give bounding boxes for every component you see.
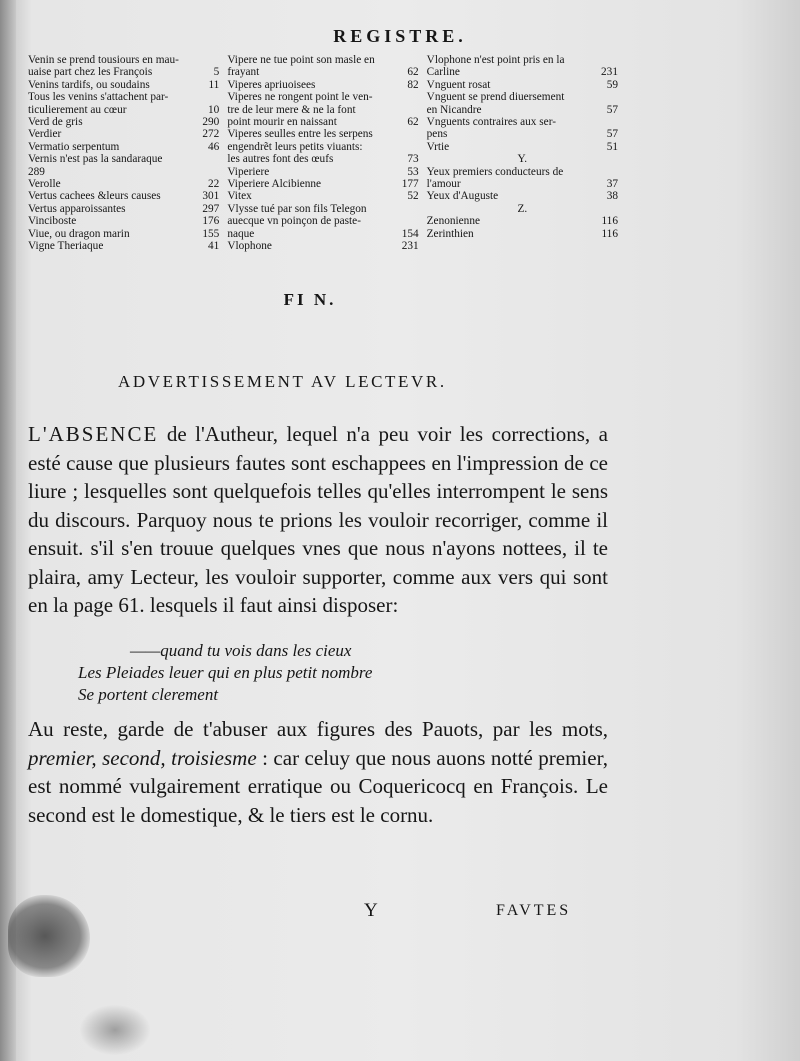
verse-line-1: ——quand tu vois dans les cieux bbox=[130, 641, 352, 660]
register-entry-page: 155 bbox=[202, 227, 220, 240]
register-entry-term: Vlophone n'est point pris en la Carline bbox=[426, 54, 565, 79]
register-entry bbox=[28, 91, 219, 116]
register-entry-page: 231 bbox=[401, 240, 419, 253]
register-entry bbox=[227, 166, 418, 178]
register-entry-page: 38 bbox=[606, 190, 618, 203]
register-entry-page: 231 bbox=[601, 66, 618, 79]
register-entry-page: 176 bbox=[202, 215, 220, 228]
catchword: FAVTES bbox=[496, 902, 572, 919]
register-entry bbox=[28, 190, 219, 202]
register-entry-page: 73 bbox=[407, 153, 419, 166]
register-entry bbox=[227, 128, 418, 165]
register-entry bbox=[227, 240, 418, 252]
register-entry-term: Viperes ne rongent point le ven- tre de leur mere & ne la font point mourir en naissant bbox=[227, 91, 373, 129]
register-entry-page: 5 bbox=[213, 66, 220, 79]
register-entry bbox=[227, 203, 418, 240]
register-entry-term: Vnguents contraires aux ser- pens bbox=[426, 116, 556, 141]
register-entry-term: Venin se prend tousiours en mau- uaise part chez les François bbox=[28, 54, 179, 79]
fin-heading: FI N. bbox=[283, 290, 337, 309]
register-entry-page: 53 bbox=[407, 165, 419, 178]
register-section-letter: Z. bbox=[517, 202, 528, 215]
paragraph-2-text-a: Au reste, garde de t'abuser aux figures des Pauots, par les mots, bbox=[28, 717, 608, 741]
register-entry-term: Vertus apparoissantes bbox=[28, 202, 126, 215]
register-entry-page: 272 bbox=[202, 128, 220, 141]
register-entry-term: Viperes apriuoisees bbox=[227, 78, 316, 91]
register-entry-page: 154 bbox=[401, 227, 419, 240]
register-entry-term: Vertus cachees &leurs causes bbox=[28, 190, 161, 203]
register-entry-term: Vnguent se prend diuersement en Nicandre bbox=[426, 91, 565, 116]
register-entry-term: Vlophone bbox=[227, 240, 272, 253]
register-entry-term: Vermatio serpentum bbox=[28, 140, 120, 153]
register-entry bbox=[427, 166, 618, 191]
paragraph-lead-word: L'ABSENCE bbox=[28, 422, 159, 446]
register-entry-page: 290 bbox=[202, 116, 220, 129]
corrected-verse bbox=[78, 640, 578, 706]
register-entry-page: 51 bbox=[606, 140, 618, 153]
register-entry bbox=[28, 54, 219, 79]
register-entry-term: Viperes seulles entre les serpens engendrẽt leurs petits viuants: les autres font des œufs bbox=[227, 128, 373, 166]
register-entry-page: 52 bbox=[407, 190, 419, 203]
register-entry-term: Yeux d'Auguste bbox=[426, 190, 499, 203]
register-entry bbox=[227, 91, 418, 128]
register-entry-term: Vnguent rosat bbox=[426, 78, 491, 91]
register-entry bbox=[28, 228, 219, 240]
register-entry-page: 301 bbox=[202, 190, 220, 203]
register-entry-page: 46 bbox=[208, 140, 220, 153]
register-entry bbox=[427, 116, 618, 141]
register-entry bbox=[28, 215, 219, 227]
register-entry bbox=[28, 79, 219, 91]
register-entry-page: 10 bbox=[208, 103, 220, 116]
register-entry-term: Verdier bbox=[28, 128, 62, 141]
register-entry-page: 59 bbox=[606, 78, 618, 91]
register-entry bbox=[28, 153, 219, 165]
register-index bbox=[28, 54, 618, 253]
register-entry-term: Verd de gris bbox=[28, 116, 83, 129]
register-section-letter: Y. bbox=[517, 153, 528, 166]
advertissement-paragraph-1 bbox=[28, 420, 608, 620]
register-entry-term: Vipere ne tue point son masle en frayant bbox=[227, 54, 375, 79]
register-entry-term: Viue, ou dragon marin bbox=[28, 227, 130, 240]
register-entry bbox=[28, 178, 219, 190]
register-column-2 bbox=[227, 54, 418, 253]
register-entry-term: Zenonienne bbox=[426, 215, 480, 228]
register-entry bbox=[28, 128, 219, 140]
register-entry-term: Viperiere Alcibienne bbox=[227, 178, 322, 191]
register-column-3 bbox=[427, 54, 618, 253]
advertissement-paragraph-2 bbox=[28, 715, 608, 829]
register-entry-term: Yeux premiers conducteurs de l'amour bbox=[426, 165, 564, 191]
register-entry-term: Vitex bbox=[227, 190, 252, 203]
register-entry-page: 82 bbox=[407, 78, 419, 91]
register-entry-term: Vrtie bbox=[426, 140, 450, 153]
register-entry bbox=[28, 166, 219, 178]
register-entry bbox=[227, 178, 418, 190]
register-entry bbox=[28, 116, 219, 128]
register-entry bbox=[28, 240, 219, 252]
register-entry-term: Verolle bbox=[28, 178, 61, 191]
register-entry bbox=[427, 141, 618, 153]
register-entry-page: 37 bbox=[606, 178, 618, 191]
register-entry-page: 62 bbox=[407, 116, 419, 129]
register-entry bbox=[227, 54, 418, 79]
register-entry bbox=[28, 203, 219, 215]
register-entry-page: 41 bbox=[208, 240, 220, 253]
register-column-1 bbox=[28, 54, 219, 253]
register-entry-page: 116 bbox=[601, 215, 618, 228]
register-entry-page: 62 bbox=[407, 66, 419, 79]
register-entry bbox=[427, 54, 618, 79]
register-entry-page: 57 bbox=[606, 128, 618, 141]
register-entry-page: 177 bbox=[401, 178, 419, 191]
register-entry-term: Vinciboste bbox=[28, 215, 77, 228]
register-entry bbox=[427, 190, 618, 202]
register-entry-page: 57 bbox=[606, 103, 618, 116]
register-entry-term: Zerinthien bbox=[426, 227, 474, 240]
verse-line-3: Se portent clerement bbox=[78, 685, 219, 704]
running-header: REGISTRE. bbox=[333, 26, 467, 46]
register-entry bbox=[427, 215, 618, 227]
register-entry-term: Vernis n'est pas la sandaraque bbox=[28, 153, 163, 166]
advertissement-title: ADVERTISSEMENT AV LECTEVR. bbox=[118, 372, 447, 391]
paragraph-2-italic-words: premier, second, troisiesme bbox=[28, 745, 257, 770]
register-entry-page: 22 bbox=[208, 178, 220, 191]
register-entry-term: Venins tardifs, ou soudains bbox=[28, 78, 150, 91]
register-entry bbox=[427, 91, 618, 116]
register-entry-term: Vlysse tué par son fils Telegon auecque vn poinçon de paste- naque bbox=[227, 202, 367, 240]
register-entry-term: Viperiere bbox=[227, 165, 270, 178]
page-spine-shadow bbox=[0, 0, 16, 1061]
register-entry bbox=[28, 141, 219, 153]
verse-line-2: Les Pleiades leuer qui en plus petit nombre bbox=[78, 663, 373, 682]
register-entry bbox=[227, 190, 418, 202]
register-entry-page: 297 bbox=[202, 202, 220, 215]
register-entry bbox=[427, 228, 618, 240]
ink-stain-faint bbox=[80, 1005, 150, 1055]
register-entry-page: 116 bbox=[601, 227, 618, 240]
paragraph-1-text: de l'Autheur, lequel n'a peu voir les corrections, a esté cause que plusieurs fautes sont eschappees en l'impression de ce liure ; lesquelles sont quelquefois telles qu'elles interrompent le sens du discours. Parquoy nous te prions les vouloir recorriger, comme il ensuit. s'il s'en trouue quelques vnes que nous n'ayons nottees, il te plaira, amy Lecteur, les vouloir supporter, comme aux vers qui sont en la page 61. lesquels il faut ainsi disposer: bbox=[28, 422, 608, 617]
register-entry-page: 11 bbox=[208, 78, 220, 91]
register-entry-term: Tous les venins s'attachent par- ticulierement au cœur bbox=[28, 91, 169, 116]
register-entry bbox=[427, 79, 618, 91]
register-entry bbox=[227, 79, 418, 91]
register-entry-term: 289 bbox=[28, 165, 45, 178]
signature-mark: Y bbox=[364, 900, 378, 921]
ink-stain bbox=[8, 895, 90, 977]
register-entry-term: Vigne Theriaque bbox=[28, 240, 104, 253]
paragraph-2-text-b: : car celuy que nous auons notté premier, est nommé vulgairement erratique ou Coquericocq en François. Le second est le domestique, & le tiers est le cornu. bbox=[28, 745, 608, 827]
